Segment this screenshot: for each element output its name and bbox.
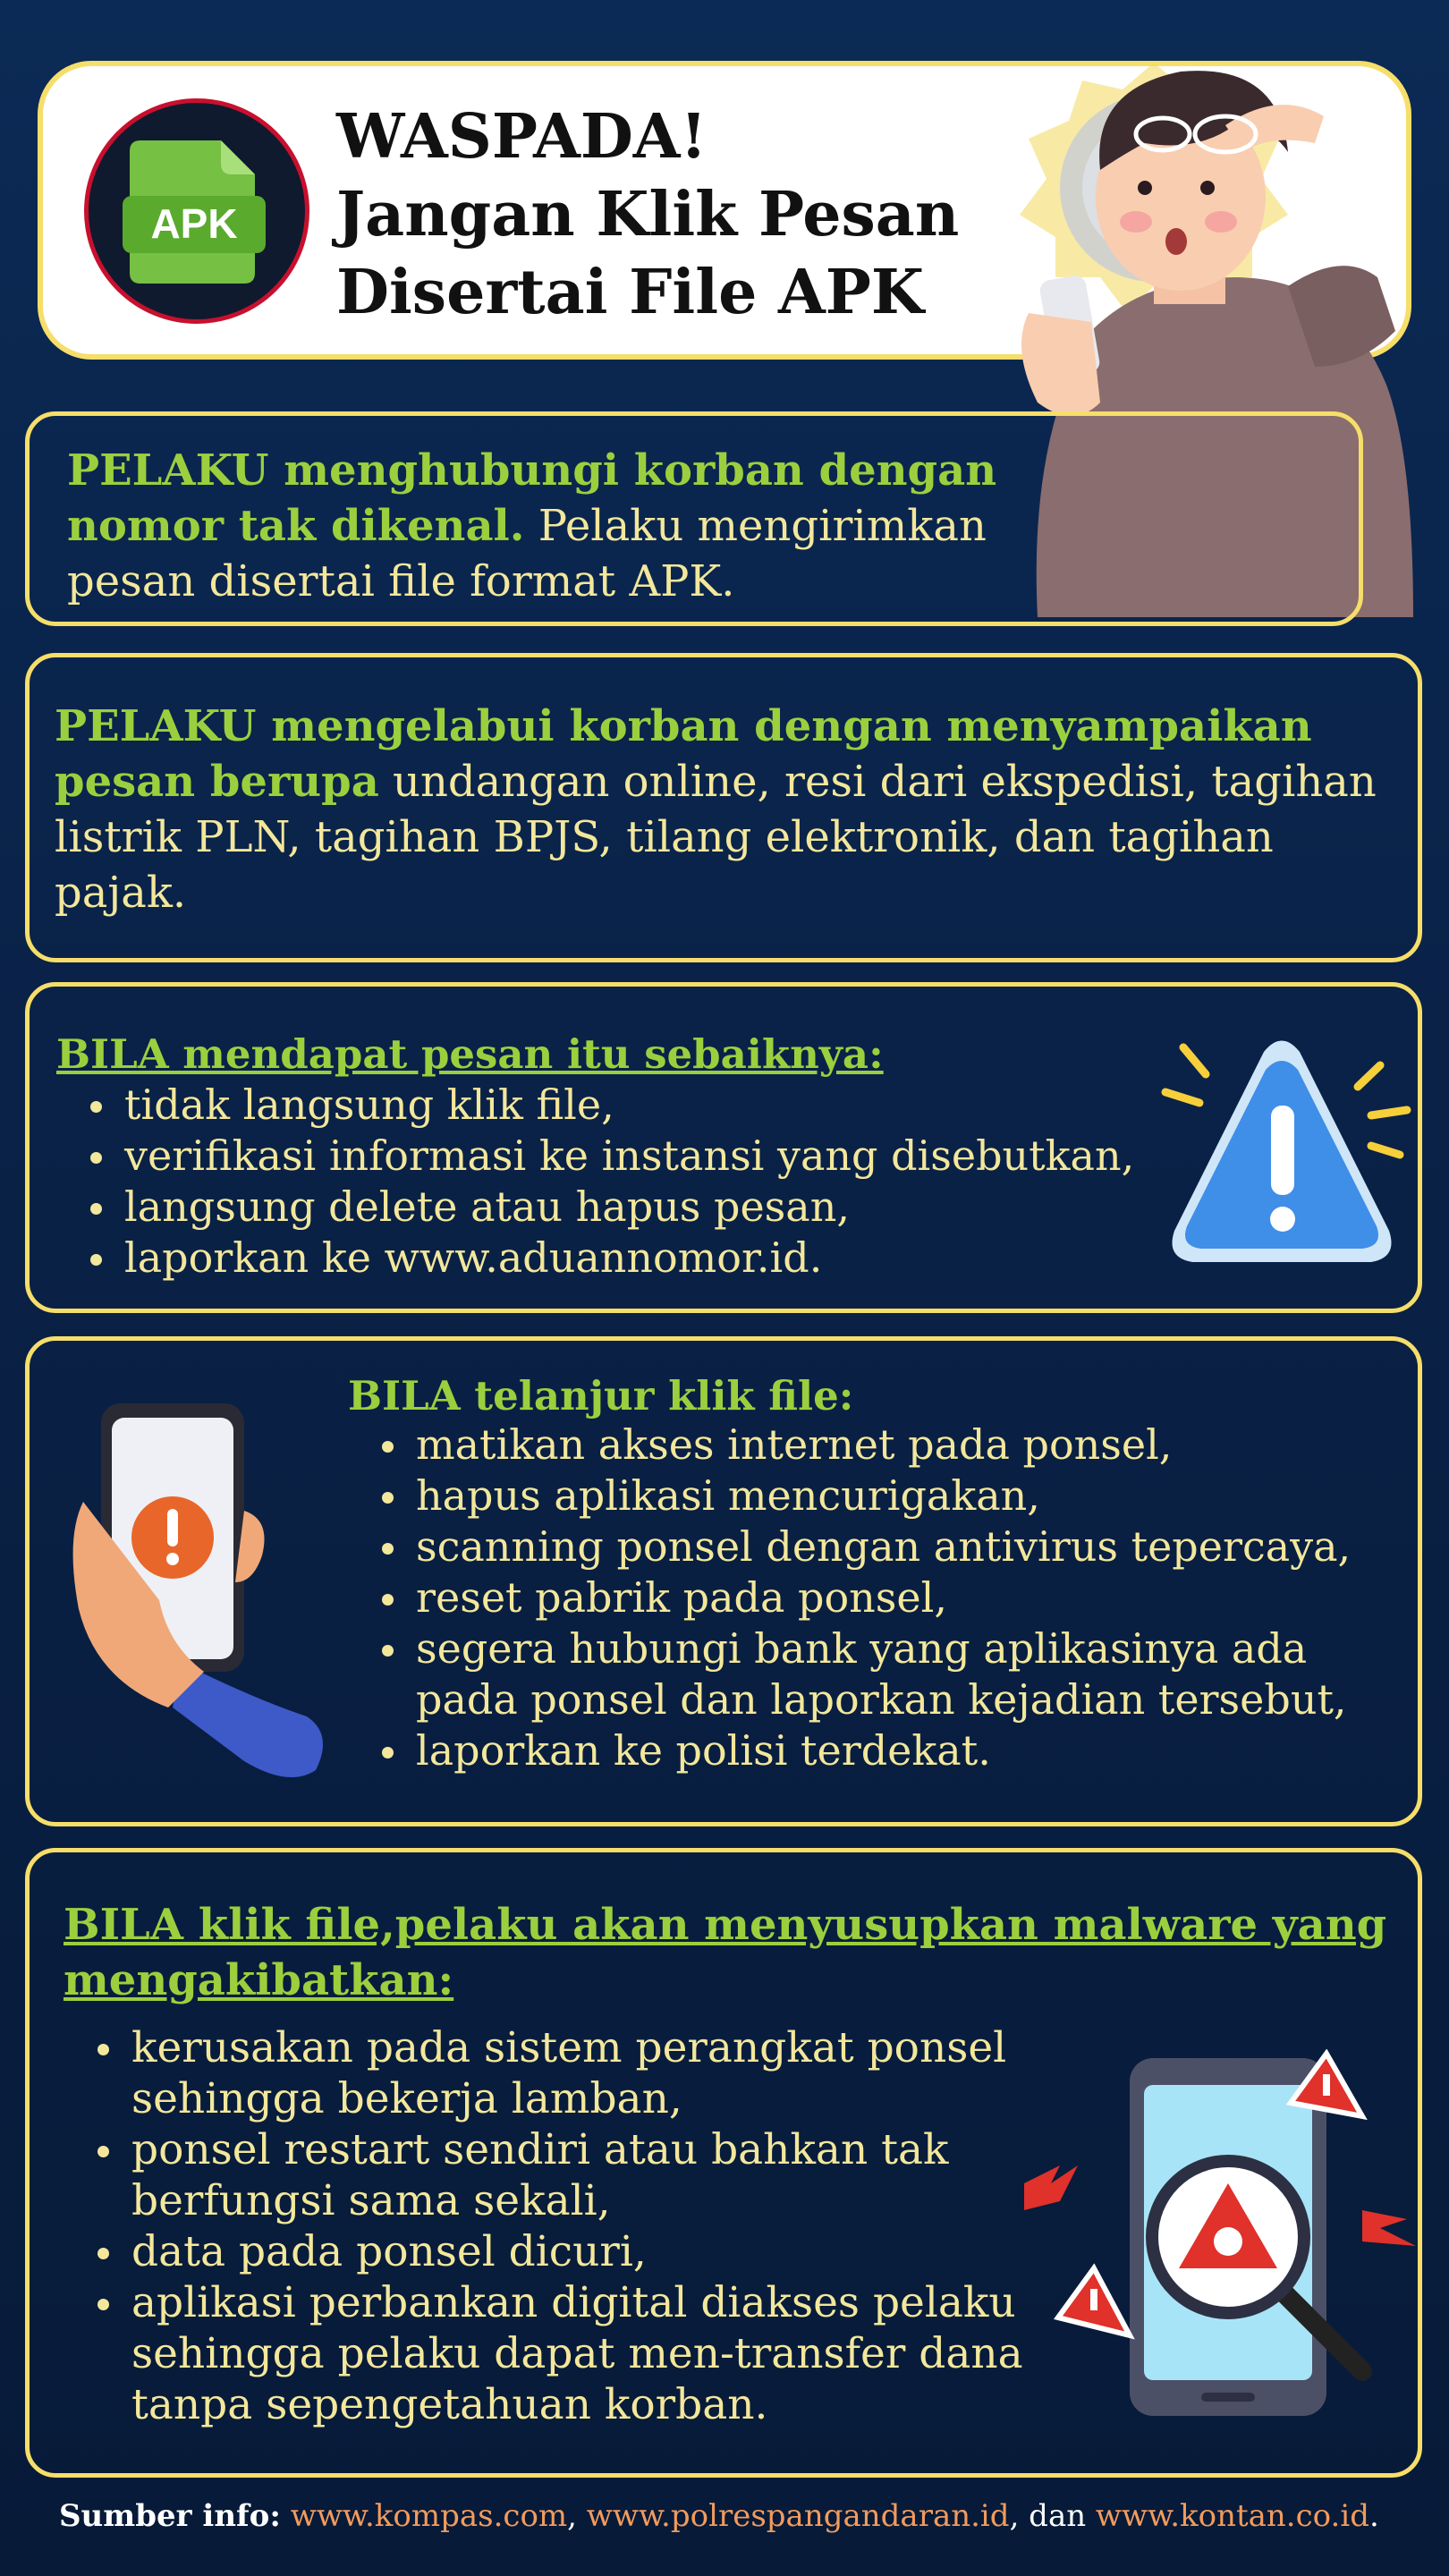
source-separator: , [567, 2498, 587, 2534]
list-item: laporkan ke www.aduannomor.id. [85, 1233, 1134, 1284]
list-item: aplikasi perbankan digital diakses pelaku sehingga pelaku dapat men-transfer dana tanpa sepengetahuan korban. [92, 2277, 1040, 2430]
source-link-kompas[interactable]: www.kompas.com [290, 2498, 568, 2534]
card1-body: Pelaku mengirimkan pesan disertai file format APK. [67, 501, 987, 606]
list-item: tidak langsung klik file, [85, 1080, 1134, 1131]
warning-triangle-icon [1157, 1021, 1416, 1289]
list-item: kerusakan pada sistem perangkat ponsel sehingga bekerja lamban, [92, 2022, 1040, 2124]
card5-list [92, 2022, 1040, 2430]
card3-heading: BILA mendapat pesan itu sebaiknya: [56, 1030, 884, 1078]
apk-file-icon [84, 98, 309, 324]
card-if-receive-message [25, 982, 1422, 1313]
list-item: data pada ponsel dicuri, [92, 2226, 1040, 2277]
source-info [59, 2494, 1379, 2538]
list-item: hapus aplikasi mencurigakan, [377, 1470, 1405, 1521]
card2-text [55, 699, 1405, 920]
source-label: Sumber info: [59, 2498, 281, 2534]
card5-heading: BILA klik file,pelaku akan menyusupkan malware yang mengakibatkan: [64, 1900, 1387, 2005]
card4-list [377, 1419, 1405, 1776]
source-link-polrespangandaran[interactable]: www.polrespangandaran.id [586, 2498, 1010, 2534]
list-item: laporkan ke polisi terdekat. [377, 1725, 1405, 1776]
apk-badge-label: APK [150, 200, 238, 247]
card-perpetrator-deceive [25, 653, 1422, 962]
phone-malware-scan-illustration [1022, 2049, 1416, 2443]
list-item: scanning ponsel dengan antivirus tepercaya, [377, 1521, 1405, 1572]
card-perpetrator-contact [25, 411, 1363, 626]
card3-list [85, 1080, 1134, 1284]
card1-text [67, 443, 1033, 609]
list-item: langsung delete atau hapus pesan, [85, 1182, 1134, 1233]
card-if-clicked-file [25, 1336, 1422, 1826]
source-separator: , dan [1009, 2498, 1096, 2534]
page-title: WASPADA! Jangan Klik Pesan Disertai File APK [336, 101, 960, 328]
card-malware-effects [25, 1848, 1422, 2478]
source-end: . [1368, 2498, 1379, 2534]
phone-alert-hand-illustration [65, 1394, 352, 1779]
list-item: ponsel restart sendiri atau bahkan tak berfungsi sama sekali, [92, 2124, 1040, 2226]
list-item: segera hubungi bank yang aplikasinya ada pada ponsel dan laporkan kejadian tersebut, [377, 1623, 1405, 1725]
card2-body: undangan online, resi dari ekspedisi, tagihan listrik PLN, tagihan BPJS, tilang elektronik, dan tagihan pajak. [55, 757, 1377, 918]
source-link-kontan[interactable]: www.kontan.co.id [1095, 2498, 1369, 2534]
list-item: verifikasi informasi ke instansi yang disebutkan, [85, 1131, 1134, 1182]
apk-icon [89, 103, 305, 319]
list-item: reset pabrik pada ponsel, [377, 1572, 1405, 1623]
card4-heading: BILA telanjur klik file: [348, 1372, 854, 1419]
list-item: matikan akses internet pada ponsel, [377, 1419, 1405, 1470]
card1-lead: PELAKU menghubungi korban dengan nomor tak dikenal. [67, 445, 997, 551]
card2-lead: PELAKU mengelabui korban dengan menyampaikan pesan berupa [55, 701, 1312, 807]
